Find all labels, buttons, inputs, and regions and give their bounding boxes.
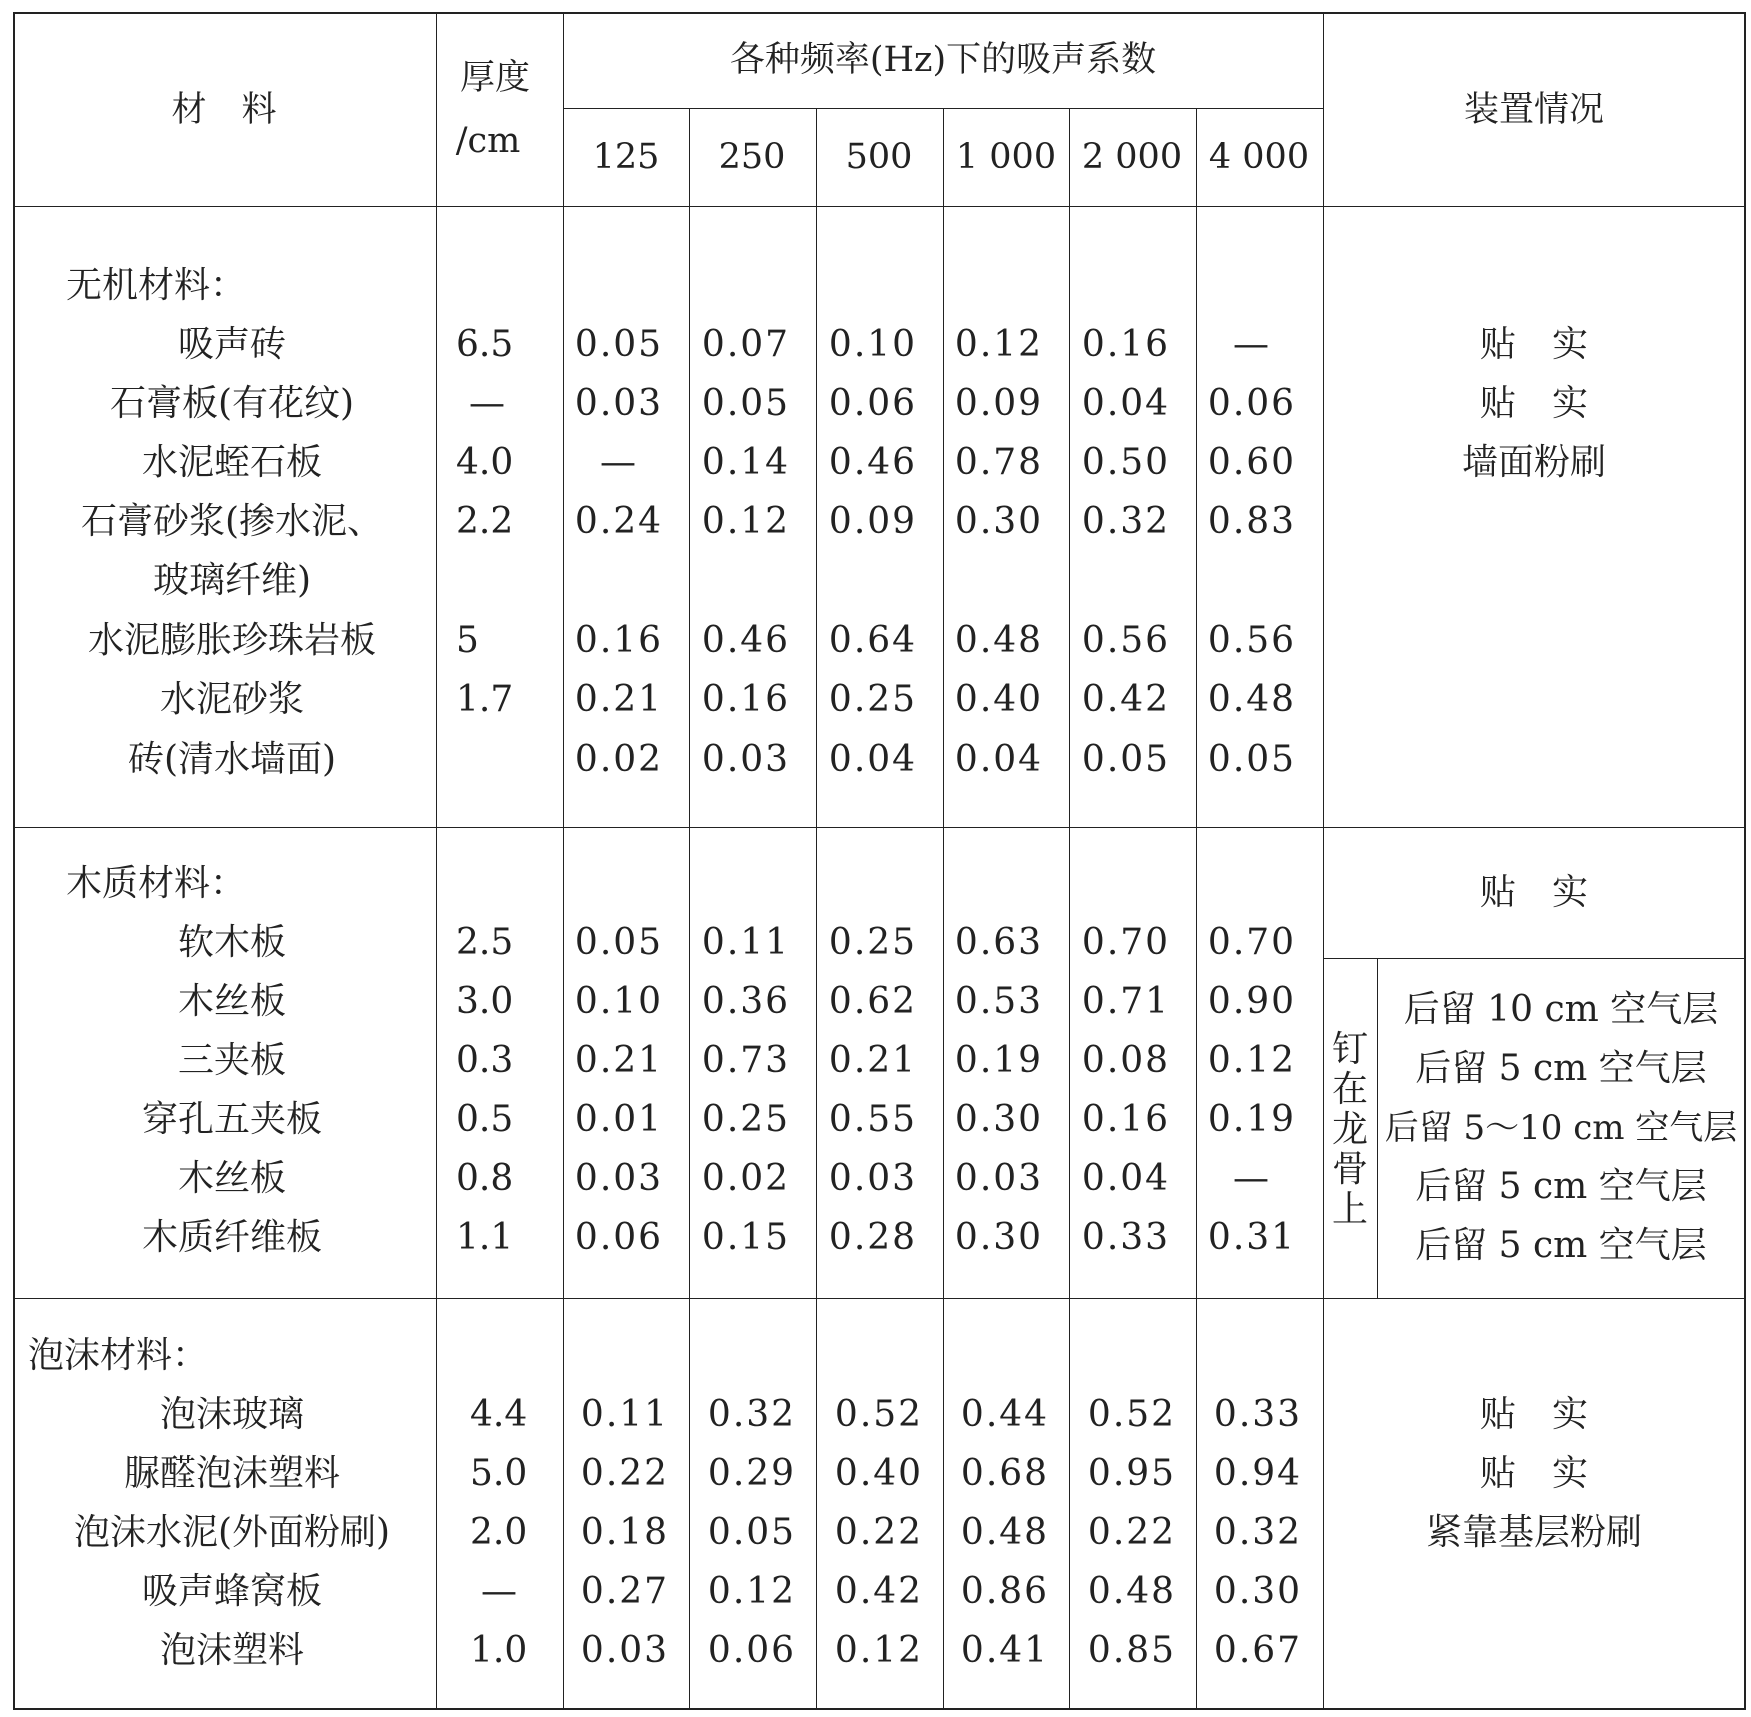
- coef-value: 0.41: [960, 1630, 1050, 1671]
- thickness-value: 0.3: [456, 1040, 514, 1081]
- material-name: 石膏板(有花纹): [109, 383, 355, 424]
- col-divider-installation: [1323, 12, 1324, 1710]
- coef-value: 0.68: [960, 1453, 1050, 1494]
- coef-value: 0.48: [954, 620, 1044, 661]
- section-title-1: 木质材料：: [66, 863, 247, 904]
- material-name: 吸声蜂窝板: [141, 1571, 323, 1612]
- material-name: 水泥蛭石板: [141, 442, 323, 483]
- coef-value: 0.09: [828, 501, 918, 542]
- thickness-value: 2.5: [456, 922, 514, 963]
- coef-value: 0.30: [954, 1217, 1044, 1258]
- installation-group-label: 钉在龙骨上: [1331, 1029, 1368, 1230]
- thickness-value: 6.5: [456, 324, 514, 365]
- coef-value: 0.48: [960, 1512, 1050, 1553]
- coef-value: 0.21: [574, 1040, 664, 1081]
- coef-value: —: [1233, 324, 1271, 365]
- section-title-2: 泡沫材料：: [28, 1335, 209, 1376]
- material-name: 三夹板: [177, 1040, 287, 1081]
- col-divider-f4000: [1196, 108, 1197, 1710]
- coef-value: 0.25: [701, 1099, 791, 1140]
- coef-value: 0.06: [1207, 383, 1297, 424]
- material-name: 泡沫塑料: [159, 1630, 305, 1671]
- coef-value: 0.25: [828, 922, 918, 963]
- header-freq-4: 2 000: [1081, 137, 1183, 177]
- installation-note: 后留 5 cm 空气层: [1415, 1048, 1707, 1089]
- coef-value: 0.08: [1081, 1040, 1171, 1081]
- header-freq-1: 250: [718, 137, 786, 177]
- coef-value: 0.40: [834, 1453, 924, 1494]
- header-freq-0: 125: [592, 137, 660, 177]
- row-divider-section-2: [13, 827, 1746, 828]
- material-name: 软木板: [177, 922, 287, 963]
- thickness-value: 2.0: [470, 1512, 528, 1553]
- coef-value: 0.55: [828, 1099, 918, 1140]
- coef-value: 0.21: [828, 1040, 918, 1081]
- thickness-value: —: [469, 383, 505, 424]
- coef-value: 0.62: [828, 981, 918, 1022]
- coef-value: 0.03: [701, 739, 791, 780]
- coef-value: 0.02: [701, 1158, 791, 1199]
- material-name: 木丝板: [177, 981, 287, 1022]
- header-thickness: 厚度: [459, 58, 531, 98]
- col-divider-f500: [816, 108, 817, 1710]
- coef-value: 0.05: [707, 1512, 797, 1553]
- coef-value: 0.33: [1213, 1394, 1303, 1435]
- material-name: 石膏砂浆(掺水泥、: [80, 501, 384, 542]
- coef-value: 0.12: [701, 501, 791, 542]
- coef-value: 0.63: [954, 922, 1044, 963]
- coef-value: 0.33: [1081, 1217, 1171, 1258]
- installation-note: 后留 5 cm 空气层: [1415, 1166, 1707, 1207]
- section-title-0: 无机材料：: [66, 265, 247, 306]
- thickness-value: 4.4: [470, 1394, 528, 1435]
- installation-note: 紧靠基层粉刷: [1425, 1512, 1643, 1553]
- coef-value: 0.21: [574, 679, 664, 720]
- coef-value: 0.19: [1207, 1099, 1297, 1140]
- coef-value: 0.71: [1081, 981, 1171, 1022]
- header-freq-5: 4 000: [1208, 137, 1310, 177]
- coef-value: 0.12: [707, 1571, 797, 1612]
- coef-value: 0.64: [828, 620, 918, 661]
- header-thickness-unit: /cm: [455, 121, 521, 161]
- coef-value: 0.42: [834, 1571, 924, 1612]
- col-divider-thickness: [563, 12, 564, 1710]
- col-divider-f2000: [1069, 108, 1070, 1710]
- material-name: 砖(清水墙面): [127, 739, 337, 780]
- coef-value: 0.32: [1213, 1512, 1303, 1553]
- coef-value: 0.04: [828, 739, 918, 780]
- coef-value: 0.67: [1213, 1630, 1303, 1671]
- material-name: 木质纤维板: [141, 1217, 323, 1258]
- row-divider-wood-install: [1323, 958, 1746, 959]
- coef-value: 0.19: [954, 1040, 1044, 1081]
- coef-value: 0.73: [701, 1040, 791, 1081]
- coef-value: 0.18: [580, 1512, 670, 1553]
- coef-value: 0.36: [701, 981, 791, 1022]
- col-divider-f1000: [943, 108, 944, 1710]
- coef-value: 0.56: [1207, 620, 1297, 661]
- thickness-value: 4.0: [456, 442, 514, 483]
- coef-value: 0.28: [828, 1217, 918, 1258]
- coef-value: 0.10: [828, 324, 918, 365]
- installation-note: 贴 实: [1479, 1453, 1589, 1494]
- installation-note: 后留 10 cm 空气层: [1403, 989, 1719, 1030]
- coef-value: 0.31: [1207, 1217, 1297, 1258]
- coef-value: 0.03: [580, 1630, 670, 1671]
- material-name: 泡沫水泥(外面粉刷): [73, 1512, 391, 1553]
- coef-value: 0.16: [1081, 1099, 1171, 1140]
- coef-value: 0.22: [1087, 1512, 1177, 1553]
- col-divider-nail-group: [1377, 958, 1378, 1298]
- coef-value: 0.03: [954, 1158, 1044, 1199]
- coef-value: 0.52: [834, 1394, 924, 1435]
- coef-value: 0.30: [954, 501, 1044, 542]
- row-divider-header: [13, 206, 1746, 207]
- coef-value: 0.12: [954, 324, 1044, 365]
- header-frequency-group: 各种频率(Hz)下的吸声系数: [729, 40, 1157, 80]
- header-material: 材 料: [171, 90, 277, 130]
- coef-value: 0.05: [701, 383, 791, 424]
- installation-note: 贴 实: [1479, 383, 1589, 424]
- coef-value: 0.53: [954, 981, 1044, 1022]
- coef-value: 0.14: [701, 442, 791, 483]
- installation-note: 墙面粉刷: [1461, 442, 1607, 483]
- col-divider-f250: [689, 108, 690, 1710]
- coef-value: 0.60: [1207, 442, 1297, 483]
- coef-value: 0.09: [954, 383, 1044, 424]
- coef-value: 0.95: [1087, 1453, 1177, 1494]
- row-divider-freq-header: [563, 108, 1323, 109]
- coef-value: 0.04: [1081, 1158, 1171, 1199]
- coef-value: 0.01: [574, 1099, 664, 1140]
- coef-value: 0.16: [1081, 324, 1171, 365]
- coef-value: 0.46: [828, 442, 918, 483]
- coef-value: 0.06: [707, 1630, 797, 1671]
- installation-note: 后留 5 cm 空气层: [1415, 1225, 1707, 1266]
- coef-value: 0.90: [1207, 981, 1297, 1022]
- coef-value: 0.05: [574, 922, 664, 963]
- material-name: 木丝板: [177, 1158, 287, 1199]
- thickness-value: 5: [456, 620, 479, 661]
- material-name: 穿孔五夹板: [141, 1099, 323, 1140]
- material-name: 水泥膨胀珍珠岩板: [87, 620, 377, 661]
- coef-value: 0.48: [1207, 679, 1297, 720]
- coef-value: 0.05: [574, 324, 664, 365]
- material-name: 泡沫玻璃: [159, 1394, 305, 1435]
- row-divider-section-3: [13, 1298, 1746, 1299]
- coef-value: 0.05: [1207, 739, 1297, 780]
- coef-value: 0.10: [574, 981, 664, 1022]
- material-name: 水泥砂浆: [159, 679, 305, 720]
- coef-value: 0.50: [1081, 442, 1171, 483]
- thickness-value: 0.5: [456, 1099, 514, 1140]
- coef-value: 0.04: [1081, 383, 1171, 424]
- coef-value: 0.06: [574, 1217, 664, 1258]
- coef-value: 0.16: [574, 620, 664, 661]
- coef-value: 0.03: [828, 1158, 918, 1199]
- coef-value: 0.56: [1081, 620, 1171, 661]
- material-name-cont: 玻璃纤维): [152, 560, 312, 601]
- thickness-value: 1.1: [456, 1217, 514, 1258]
- coef-value: 0.86: [960, 1571, 1050, 1612]
- coef-value: 0.32: [1081, 501, 1171, 542]
- coef-value: 0.30: [954, 1099, 1044, 1140]
- coef-value: 0.70: [1207, 922, 1297, 963]
- coef-value: 0.12: [1207, 1040, 1297, 1081]
- header-freq-3: 1 000: [955, 137, 1057, 177]
- header-freq-2: 500: [845, 137, 913, 177]
- coef-value: 0.15: [701, 1217, 791, 1258]
- coef-value: 0.46: [701, 620, 791, 661]
- thickness-value: 1.7: [456, 679, 514, 720]
- coef-value: 0.06: [828, 383, 918, 424]
- coef-value: 0.27: [580, 1571, 670, 1612]
- thickness-value: 2.2: [456, 501, 514, 542]
- coef-value: 0.85: [1087, 1630, 1177, 1671]
- coef-value: 0.02: [574, 739, 664, 780]
- thickness-value: 1.0: [470, 1630, 528, 1671]
- coef-value: 0.94: [1213, 1453, 1303, 1494]
- coef-value: 0.29: [707, 1453, 797, 1494]
- coef-value: 0.25: [828, 679, 918, 720]
- thickness-value: 5.0: [470, 1453, 528, 1494]
- material-name: 吸声砖: [177, 324, 287, 365]
- thickness-value: —: [481, 1571, 517, 1612]
- coef-value: 0.70: [1081, 922, 1171, 963]
- coef-value: 0.07: [701, 324, 791, 365]
- thickness-value: 3.0: [456, 981, 514, 1022]
- coef-value: 0.04: [954, 739, 1044, 780]
- coef-value: 0.30: [1213, 1571, 1303, 1612]
- coef-value: 0.44: [960, 1394, 1050, 1435]
- coef-value: 0.03: [574, 383, 664, 424]
- coef-value: 0.83: [1207, 501, 1297, 542]
- coef-value: —: [1233, 1158, 1271, 1199]
- coef-value: 0.78: [954, 442, 1044, 483]
- coef-value: 0.22: [580, 1453, 670, 1494]
- installation-note: 贴 实: [1479, 324, 1589, 365]
- installation-note: 后留 5～10 cm 空气层: [1384, 1108, 1738, 1148]
- coef-value: 0.52: [1087, 1394, 1177, 1435]
- coef-value: 0.24: [574, 501, 664, 542]
- header-installation: 装置情况: [1463, 90, 1605, 130]
- installation-note-top: 贴 实: [1479, 872, 1589, 913]
- col-divider-material: [436, 12, 437, 1710]
- coef-value: 0.11: [701, 922, 791, 963]
- coef-value: 0.12: [834, 1630, 924, 1671]
- coef-value: 0.16: [701, 679, 791, 720]
- coef-value: 0.32: [707, 1394, 797, 1435]
- installation-note: 贴 实: [1479, 1394, 1589, 1435]
- coef-value: 0.42: [1081, 679, 1171, 720]
- coef-value: 0.03: [574, 1158, 664, 1199]
- thickness-value: 0.8: [456, 1158, 514, 1199]
- coef-value: 0.22: [834, 1512, 924, 1553]
- coef-value: 0.40: [954, 679, 1044, 720]
- coef-value: 0.48: [1087, 1571, 1177, 1612]
- coef-value: 0.11: [580, 1394, 670, 1435]
- material-name: 脲醛泡沫塑料: [123, 1453, 341, 1494]
- coef-value: 0.05: [1081, 739, 1171, 780]
- coef-value: —: [600, 442, 638, 483]
